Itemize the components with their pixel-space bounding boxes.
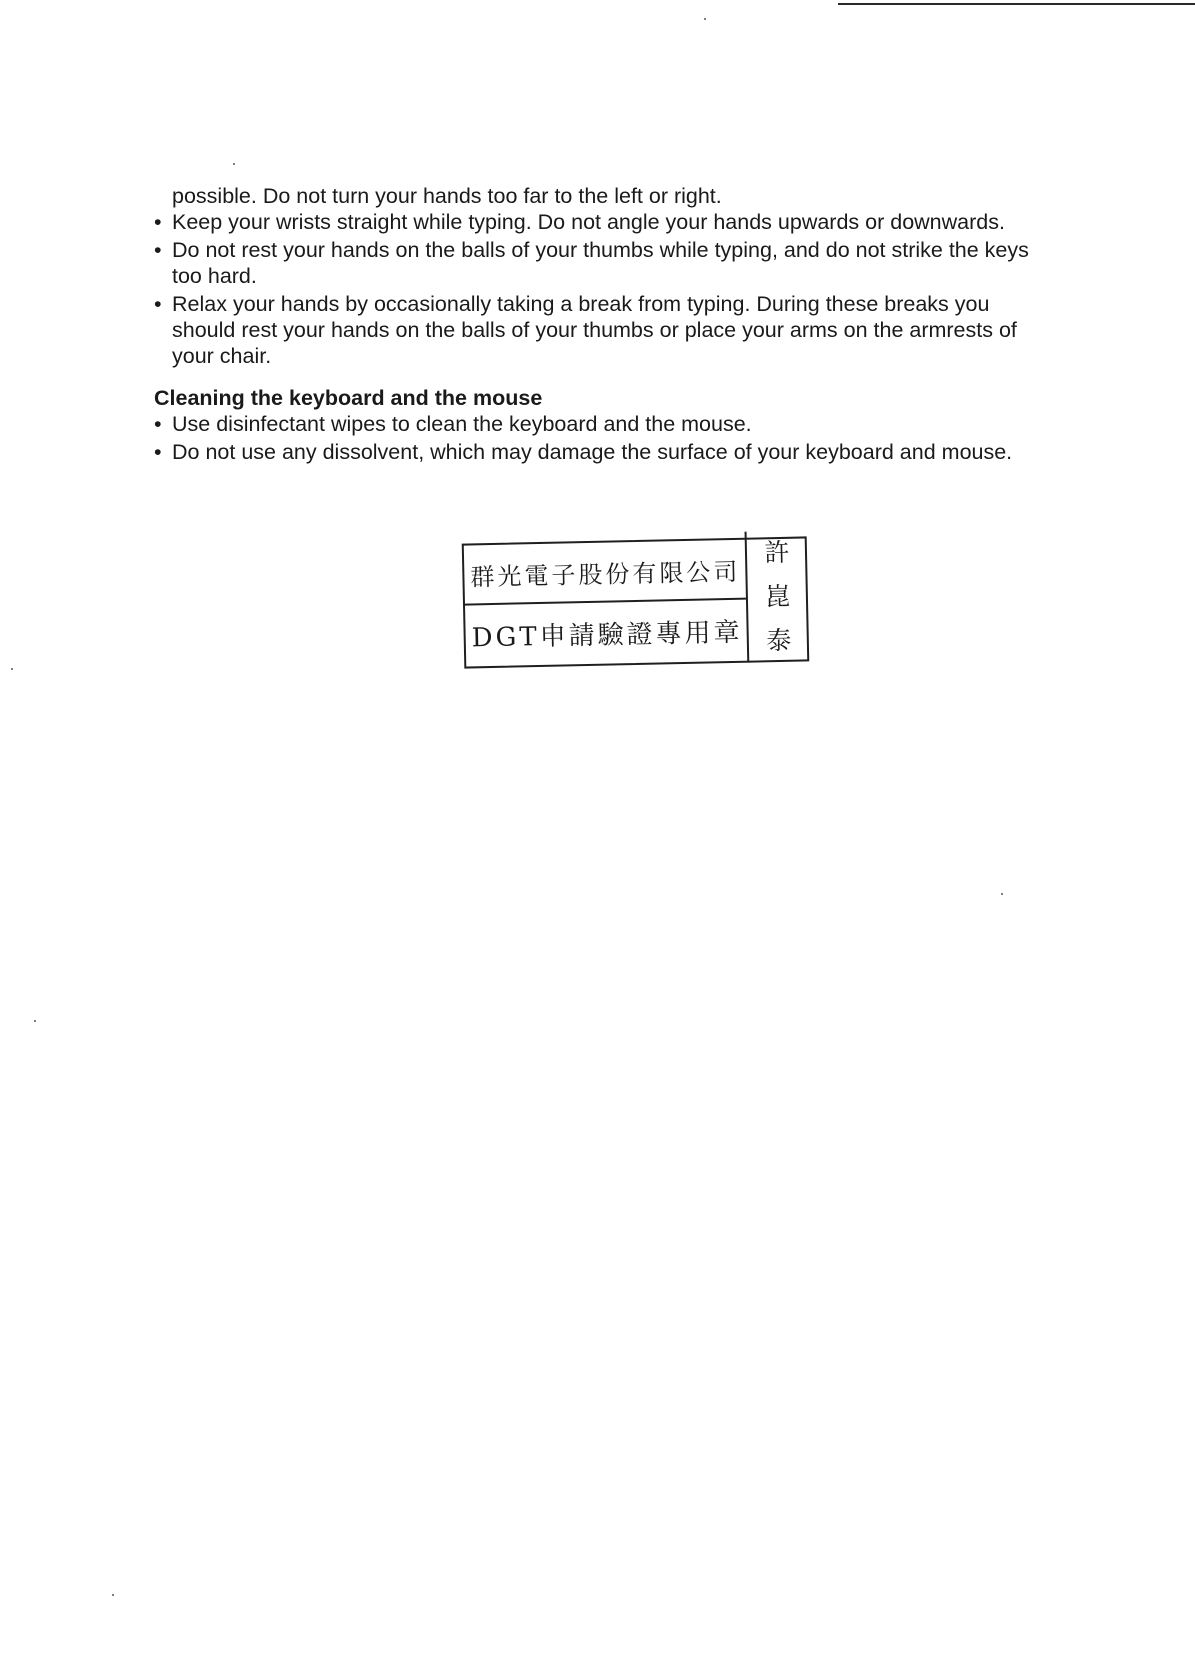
list-item: • Use disinfectant wipes to clean the keyboard and the mouse. — [152, 411, 1052, 437]
scan-speck — [34, 1020, 36, 1022]
continuation-line: possible. Do not turn your hands too far to the left or right. — [172, 184, 722, 208]
list-item: • Do not use any dissolvent, which may damage the surface of your keyboard and mouse. — [152, 439, 1052, 465]
stamp-certification-label: DGT申請驗證專用章 — [471, 617, 743, 653]
scan-speck — [704, 18, 706, 20]
section-heading: Cleaning the keyboard and the mouse — [154, 386, 543, 410]
stamp-company-name: 群光電子股份有限公司 — [464, 540, 746, 606]
list-item: • Do not rest your hands on the balls of your thumbs while typing, and do not strike the keys too hard. — [152, 237, 1052, 289]
list-item: • Keep your wrists straight while typing. Do not angle your hands upwards or downwards. — [152, 209, 1052, 235]
scan-speck — [233, 163, 235, 165]
stamp-signature-column — [745, 530, 810, 662]
scan-speck — [112, 1594, 114, 1596]
scan-speck — [11, 668, 13, 670]
stamp-side-char: 泰 — [766, 625, 792, 655]
cleaning-tips-list — [152, 411, 1052, 465]
stamp-side-char: 崑 — [765, 581, 791, 612]
stamp-side-char: 許 — [764, 538, 790, 568]
document-body — [152, 183, 1052, 467]
company-seal-stamp — [462, 536, 810, 668]
scan-speck — [1001, 893, 1003, 895]
top-rule — [838, 3, 1195, 5]
list-item: • Relax your hands by occasionally taking a break from typing. During these breaks you should rest your hands on the balls of your thumbs or place your arms on the armrests of your chair. — [152, 291, 1052, 369]
ergonomic-tips-list — [152, 209, 1052, 369]
